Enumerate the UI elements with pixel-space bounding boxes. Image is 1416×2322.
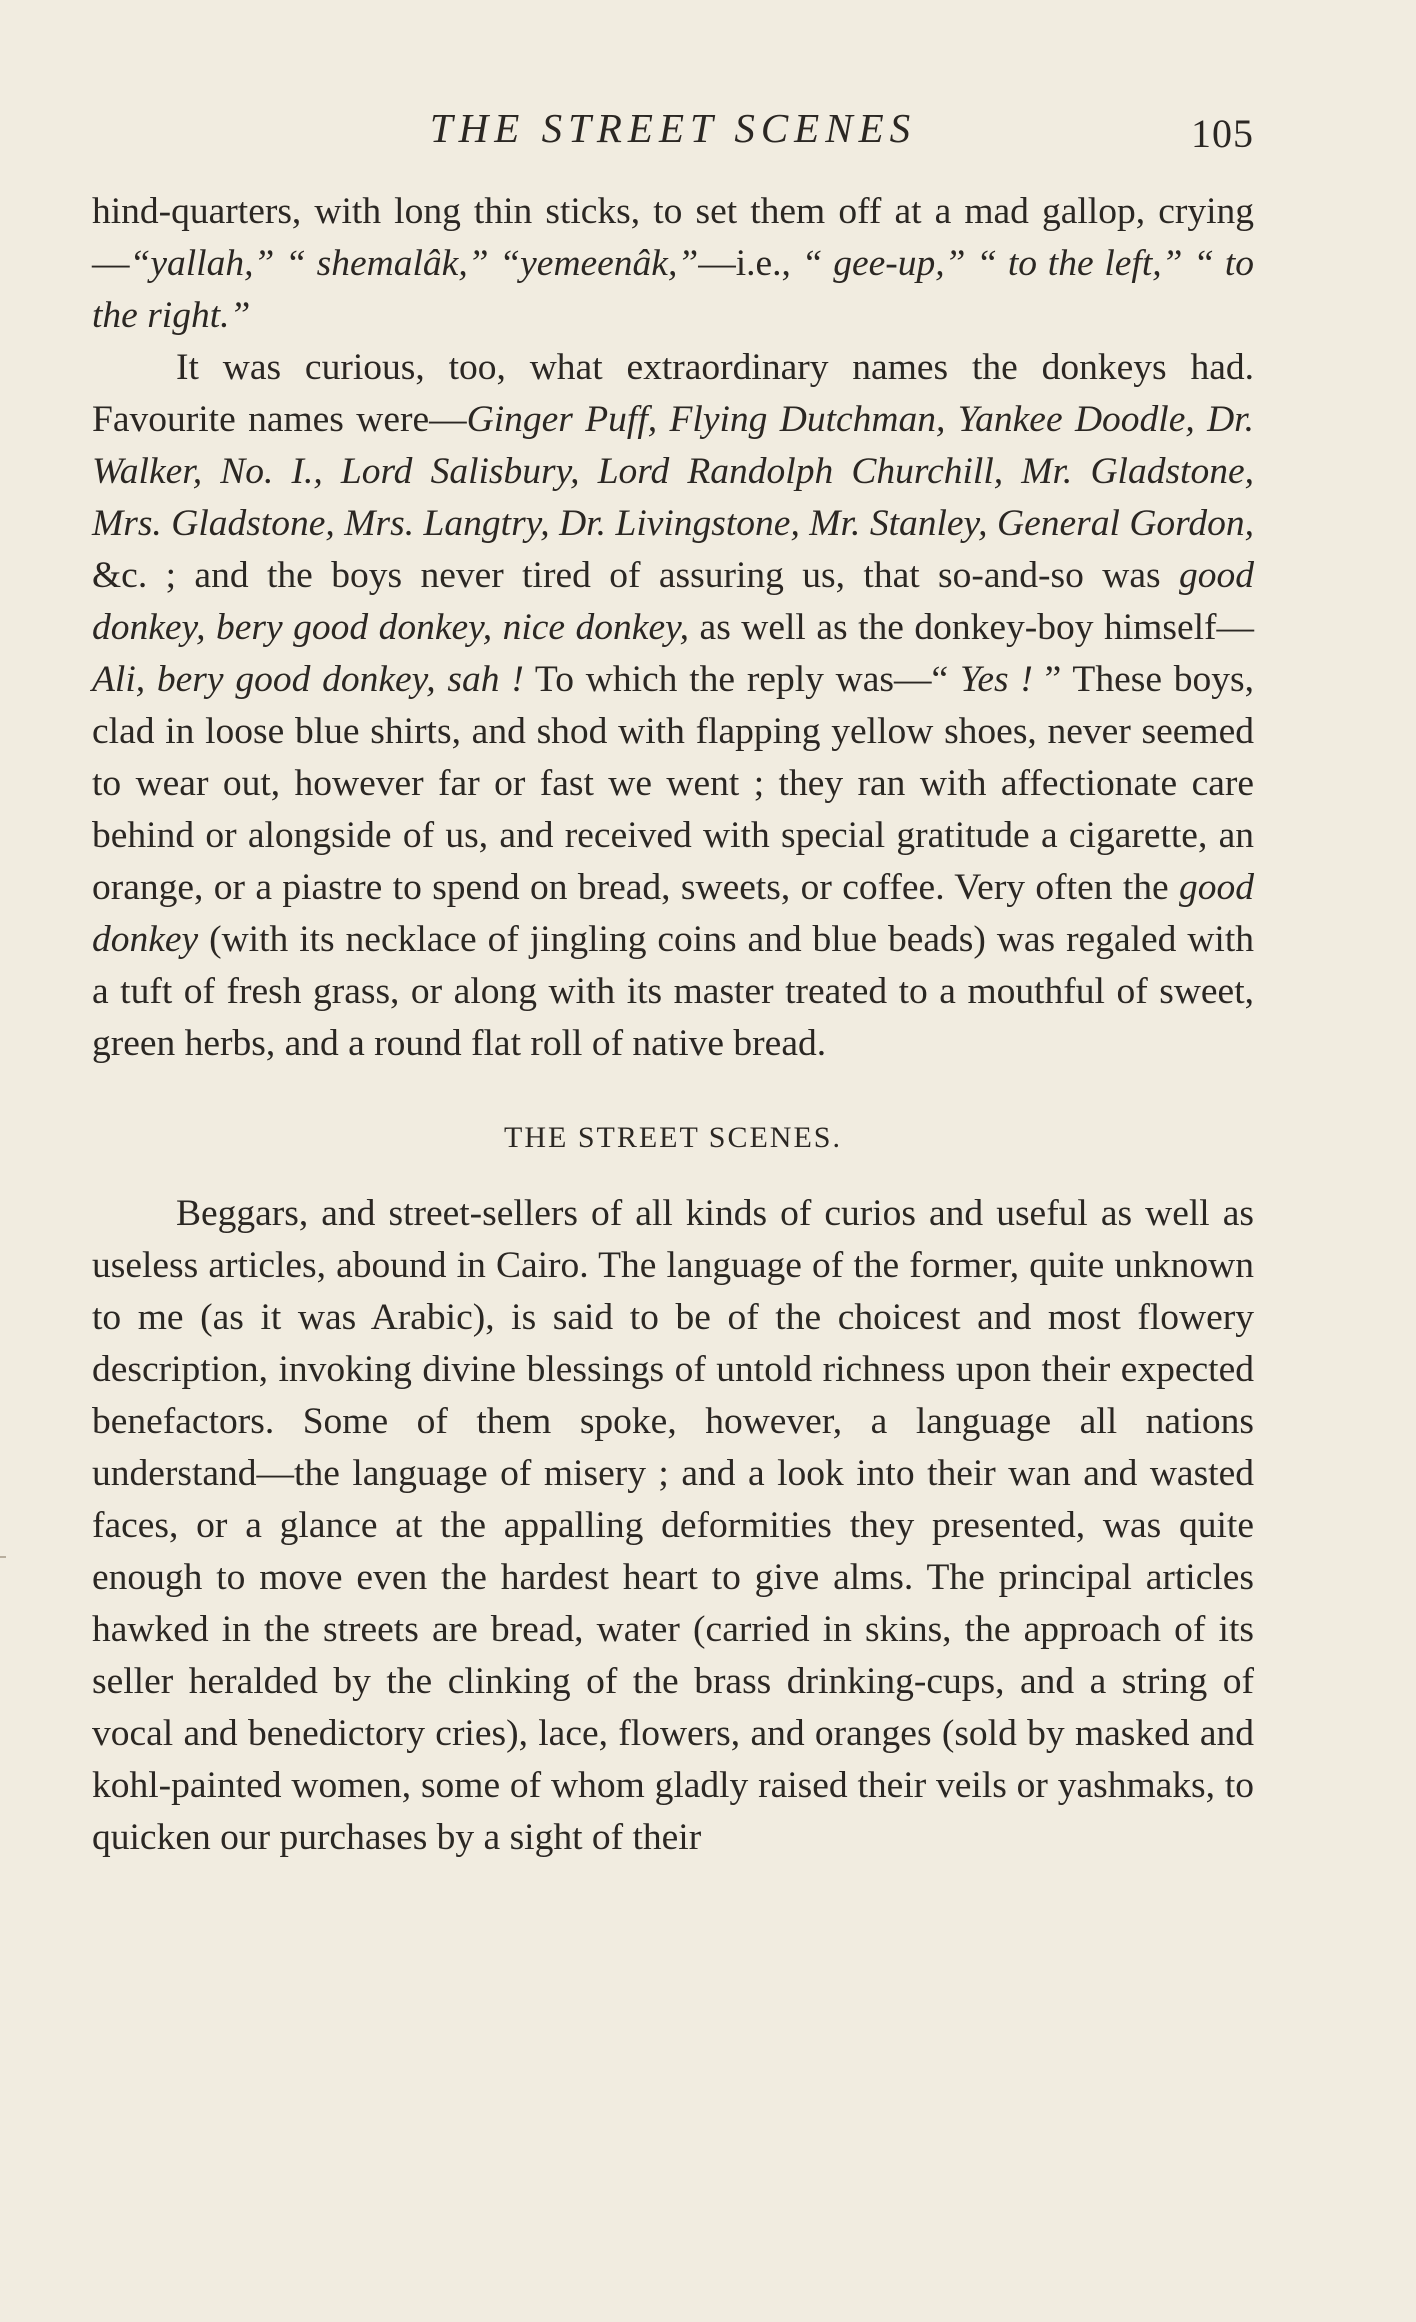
italic-run: “ to the left,” <box>976 243 1183 284</box>
text-run: To which the reply was—“ <box>523 659 960 700</box>
text-run: as well as the donkey-boy himself— <box>689 607 1254 648</box>
italic-run: Yes ! <box>959 659 1033 700</box>
italic-run: “yallah,” <box>129 243 275 284</box>
gutter-mark <box>0 1556 6 1558</box>
paragraph-street-scenes: Beggars, and street-sellers of all kinds of curios and useful as well as useless articles, abound in Cairo. The language of the former, quite unknown to me (as it was Arabic), is said to be of the choicest and most flowery description, invoking divine blessings of untold richness upon their expected benefactors. Some of them spoke, however, a language all nations understand—the language of misery ; and a look into their wan and wasted faces, or a glance at the appalling deformities they presented, was quite enough to move even the hardest heart to give alms. The principal articles hawked in the streets are bread, water (carried in skins, the approach of its seller heralded by the clinking of the brass drinking-cups, and a string of vocal and benedictory cries), lace, flowers, and oranges (sold by masked and kohl-painted women, some of whom gladly raised their veils or yashmaks, to quicken our purchases by a sight of their <box>92 1193 1254 1858</box>
italic-run: “ gee-up,” <box>801 243 966 284</box>
text-run <box>1182 243 1193 284</box>
text-run <box>966 243 977 284</box>
text-run: &c. ; and the boys never tired of assuring us, that so-and-so was <box>92 555 1179 596</box>
page-number: 105 <box>1191 111 1254 156</box>
italic-run: “ shemalâk,” <box>285 243 489 284</box>
text-run: hind-quarters, with long thin sticks, to set them off at a mad gallop, crying— <box>92 191 1254 284</box>
italic-run: “yemeenâk,” <box>499 243 699 284</box>
page-body <box>92 186 1254 1864</box>
italic-run: Ali, bery good donkey, sah ! <box>92 659 524 700</box>
text-run: —i.e., <box>698 243 802 284</box>
italic-run: “ to the right.” <box>92 243 1254 336</box>
paragraph-donkey-names <box>92 342 1254 1070</box>
text-run <box>489 243 500 284</box>
section-heading: THE STREET SCENES. <box>504 1121 842 1154</box>
italic-run: Ginger Puff, Flying Dutchman, Yankee Doodle, Dr. Walker, No. I., Lord Salisbury, Lord Randolph Churchill, Mr. Gladstone, Mrs. Gladstone, Mrs. Langtry, Dr. Livingstone, Mr. Stanley, General Gordon, <box>92 399 1254 544</box>
paragraph-donkey-cries <box>92 186 1254 342</box>
text-run: ” These boys, clad in loose blue shirts, and shod with flapping yellow shoes, never seemed to wear out, however far or fast we went ; they ran with affectionate care behind or alongside of us, and received with special gratitude a cigarette, an orange, or a piastre to spend on bread, sweets, or coffee. Very often the <box>92 659 1254 908</box>
text-run <box>274 243 285 284</box>
italic-run: good donkey, bery good donkey, nice donkey, <box>92 555 1254 648</box>
running-header <box>92 100 1254 160</box>
italic-run: good donkey <box>92 867 1254 960</box>
text-run: (with its necklace of jingling coins and blue beads) was regaled with a tuft of fresh grass, or along with its master treated to a mouthful of sweet, green herbs, and a round flat roll of native bread. <box>92 919 1254 1064</box>
running-title: THE STREET SCENES <box>429 105 917 151</box>
text-run: It was curious, too, what extraordinary names the donkeys had. Favourite names were— <box>92 347 1254 440</box>
